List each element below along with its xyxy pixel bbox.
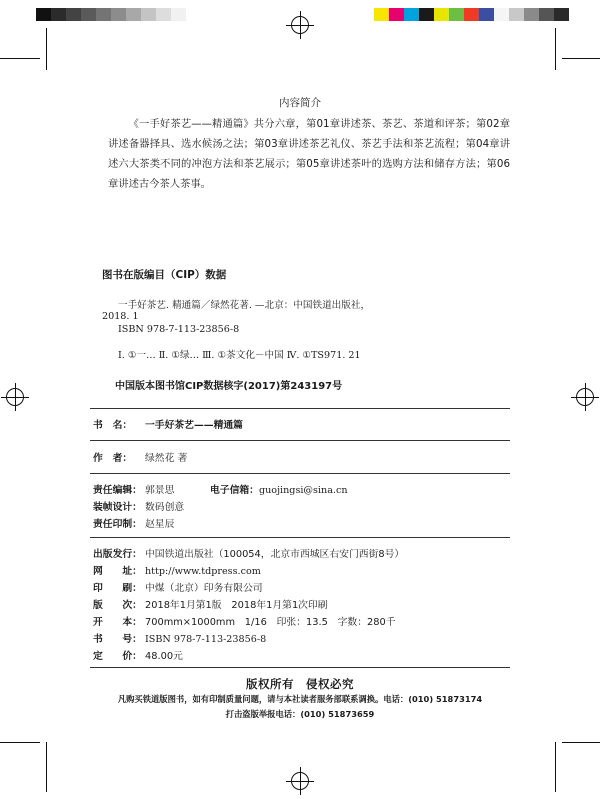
- divider: [90, 537, 510, 538]
- format-label: 开 本：: [93, 617, 142, 628]
- color-swatch: [171, 8, 186, 21]
- isbn-label: 书 号：: [93, 634, 142, 645]
- author-value: 绿然花 著: [145, 453, 188, 464]
- edition-value: 2018年1月第1版 2018年1月第1次印刷: [145, 600, 328, 611]
- registration-mark-icon: [576, 388, 594, 406]
- printer-row: [93, 580, 263, 594]
- registration-mark-icon: [291, 772, 309, 790]
- price-value: 48.00元: [145, 651, 183, 662]
- color-swatch: [66, 8, 81, 21]
- publisher-row: [93, 546, 404, 560]
- author-row: [93, 450, 187, 464]
- divider: [90, 667, 510, 668]
- price-label: 定 价：: [93, 651, 142, 662]
- color-swatch: [374, 8, 389, 21]
- cip-line: 2018. 1: [102, 311, 139, 322]
- intro-body: 《一手好茶艺——精通篇》共分六章，第01章讲述茶、茶艺、茶道和评茶；第02章讲述备器择具、选水候汤之法；第03章讲述茶艺礼仪、茶艺手法和茶艺流程；第04章讲述六大茶类不同的冲泡方法和茶艺展示；第05章讲述茶叶的选购方法和储存方法；第06章讲述古今茶人茶事。: [108, 118, 510, 190]
- price-row: [93, 648, 183, 662]
- book-title-row: [93, 417, 243, 431]
- color-swatch: [524, 8, 539, 21]
- cip-record-number: 中国版本图书馆CIP数据核字(2017)第243197号: [115, 381, 343, 392]
- color-swatch: [539, 8, 554, 21]
- piracy-report-line: 打击盗版举报电话：(010) 51873659: [225, 709, 375, 719]
- color-swatch: [36, 8, 51, 21]
- divider: [90, 408, 510, 409]
- color-swatch: [96, 8, 111, 21]
- divider: [90, 440, 510, 441]
- color-calibration-bar: [374, 8, 569, 21]
- crop-mark: [555, 28, 556, 70]
- cip-heading: 图书在版编目（CIP）数据: [102, 269, 227, 281]
- author-label: 作 者：: [93, 453, 133, 464]
- crop-mark: [555, 742, 556, 792]
- website-value: http://www.tdpress.com: [145, 566, 261, 577]
- editor-label: 责任编辑：: [93, 485, 142, 496]
- edition-label: 版 次：: [93, 600, 142, 611]
- color-swatch: [554, 8, 569, 21]
- crop-mark: [562, 742, 600, 743]
- publisher-label: 出版发行：: [93, 549, 142, 560]
- color-swatch: [509, 8, 524, 21]
- color-swatch: [404, 8, 419, 21]
- color-swatch: [479, 8, 494, 21]
- editor-value: 郭景思: [145, 485, 175, 496]
- email-value: guojingsi@sina.cn: [258, 485, 348, 496]
- color-swatch: [464, 8, 479, 21]
- book-title-label: 书 名：: [93, 420, 133, 431]
- design-label: 装帧设计：: [93, 502, 142, 513]
- design-row: [93, 499, 184, 513]
- registration-mark-icon: [291, 16, 309, 34]
- isbn-row: [93, 631, 266, 645]
- crop-mark: [0, 742, 40, 743]
- divider: [90, 473, 510, 474]
- rights-statement: 版权所有 侵权必究: [246, 677, 354, 691]
- editor-row: [93, 482, 348, 496]
- intro-title: 内容简介: [279, 97, 321, 109]
- format-row: [93, 614, 396, 628]
- color-swatch: [494, 8, 509, 21]
- registration-mark-icon: [6, 388, 24, 406]
- color-swatch: [111, 8, 126, 21]
- printer-label: 印 刷：: [93, 583, 142, 594]
- crop-mark: [562, 58, 600, 59]
- design-value: 数码创意: [145, 502, 185, 513]
- crop-mark: [46, 742, 47, 792]
- publisher-value: 中国铁道出版社（100054，北京市西城区右安门西街8号）: [145, 549, 405, 560]
- cip-classification: Ⅰ. ①一… Ⅱ. ①绿… Ⅲ. ①茶文化－中国 Ⅳ. ①TS971. 21: [118, 350, 361, 361]
- book-title-value: 一手好茶艺——精通篇: [145, 420, 243, 431]
- quality-notice: 凡购买铁道版图书，如有印制质量问题，请与本社读者服务部联系调换。电话：(010) 51873174: [117, 694, 483, 704]
- color-swatch: [449, 8, 464, 21]
- crop-mark: [0, 58, 40, 59]
- website-row: [93, 563, 261, 577]
- email-label: 电子信箱：: [210, 485, 259, 496]
- isbn-value: ISBN 978-7-113-23856-8: [145, 634, 267, 645]
- grayscale-calibration-bar: [36, 8, 186, 21]
- crop-mark: [46, 28, 47, 70]
- cip-isbn: ISBN 978-7-113-23856-8: [118, 324, 240, 335]
- format-value: 700mm×1000mm 1/16 印张：13.5 字数：280千: [145, 617, 396, 628]
- print-manager-value: 赵星辰: [145, 519, 175, 530]
- website-label: 网 址：: [93, 566, 142, 577]
- printer-value: 中煤（北京）印务有限公司: [145, 583, 263, 594]
- color-swatch: [81, 8, 96, 21]
- edition-row: [93, 597, 328, 611]
- cip-line: 一手好茶艺. 精通篇／绿然花著. —北京：中国铁道出版社，: [118, 300, 371, 311]
- color-swatch: [51, 8, 66, 21]
- color-swatch: [141, 8, 156, 21]
- print-manager-row: [93, 516, 174, 530]
- print-manager-label: 责任印制：: [93, 519, 142, 530]
- color-swatch: [126, 8, 141, 21]
- color-swatch: [156, 8, 171, 21]
- color-swatch: [389, 8, 404, 21]
- color-swatch: [419, 8, 434, 21]
- color-swatch: [434, 8, 449, 21]
